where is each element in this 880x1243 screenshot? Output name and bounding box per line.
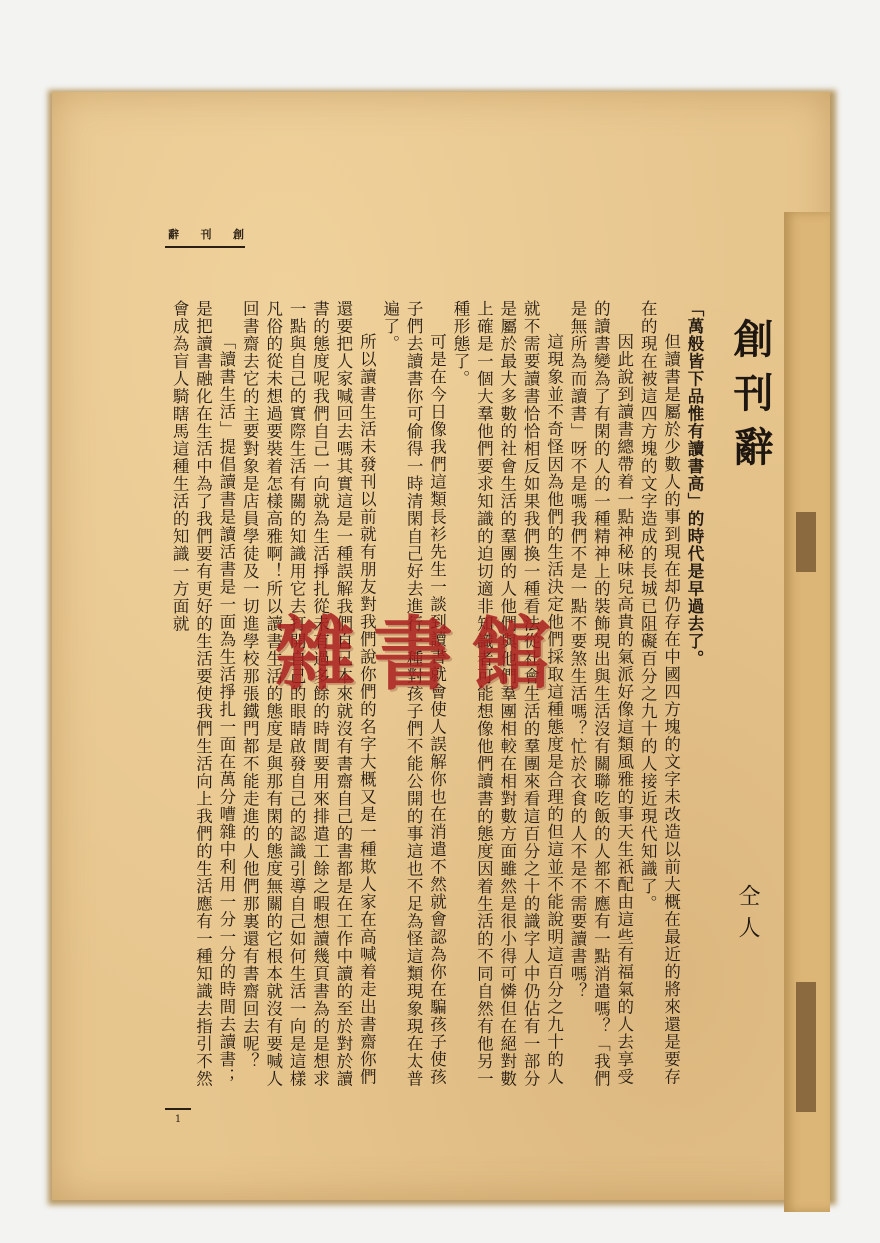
binding-stain bbox=[796, 512, 816, 572]
running-head-char: 創 bbox=[233, 228, 244, 241]
body-paragraph: 因此說到讀書總帶着一點神秘味兒高貴的氣派好像這類風雅的事天生祇配由這些有福氣的人去享受的讀書變為了有閑的人的一種精神上的裝飾現出與生活沒有關聯吃飯的人都不應有一點消遣嗎？「我們是無所為而讀書」呀不是嗎我們不是一點不要煞生活嗎？忙於衣食的人不是不需要讀書嗎？ bbox=[567, 300, 634, 1088]
article-title: 創刊辭 bbox=[727, 318, 774, 480]
running-head bbox=[168, 226, 244, 242]
running-head-rule bbox=[165, 246, 245, 248]
library-watermark: 雜書館 bbox=[275, 607, 569, 701]
binding-stain bbox=[796, 982, 816, 1112]
body-paragraph: 這現象並不奇怪因為他們的生活決定他們採取這種態度是合理的但這並不能說明這百分之九十的人就不需要讀書恰恰相反如果我們換一種看法從社會生活的羣團來看這百分之十的識字人中仍佔有一部分是屬於最大多數的社會生活的羣團的人他們與他們羣團相較在相對數方面雖然是很小得可憐但在絕對數上確是一個大羣他們要求知識的迫切適非知識者可能想像他們讀書的態度因着生活的不同自然有他另一種形態了。 bbox=[450, 300, 564, 1088]
running-head-char: 辭 bbox=[168, 228, 179, 241]
page-number: 1 bbox=[165, 1108, 191, 1125]
body-paragraph: 可是在今日像我們這類長衫先生一談到讀書就會使人誤解你也在消遣不然就會認為你在騙孩子使孩子們去讀書你可偷得一時清閑自己好去進行一種對孩子們不能公開的事這也不足為怪這類現象現在太普遍了。 bbox=[380, 300, 447, 1088]
running-head-char: 刊 bbox=[200, 228, 212, 241]
body-paragraph: 「萬般皆下品惟有讀書高」的時代是早過去了。 bbox=[685, 300, 704, 668]
page-edge bbox=[784, 212, 830, 1212]
body-paragraph: 所以讀書生活未發刊以前就有朋友對我們說你們的名字大概又是一種欺人家在高喊着走出書齋你們還要把人家喊回去嗎其實這是一種誤解我們自己本來就沒有書齋自己的書都是在工作中讀的至於對於讀書的態度呢我們自己一向就為生活掙扎從未有過多餘的時間要用來排遣工餘之暇想讀幾頁書為的是想求一點與自己的實際生活有關的知識用它去打開自己的眼睛啟發自己的認識引導自己如何生活一向是這樣凡俗的從未想過要裝着怎樣高雅啊！所以讀書生活的態度是與那有閑的態度無關的它根本就沒有要喊人回書齋去它的主要對象是店員學徒及一切進學校那張鐵門都不能走進的人他們那裏還有書齋回去呢？ bbox=[240, 300, 377, 1088]
body-paragraph: 「讀書生活」提倡讀書是讀活書是一面為生活掙扎一面在萬分嘈雜中利用一分一分的時間去讀書；是把讀書融化在生活中為了我們要有更好的生活要使我們生活向上我們的生活應有一種知識去指引不然會成為盲人騎瞎馬這種生活的知識一方面就 bbox=[170, 300, 236, 1088]
article-author: 仝人 bbox=[735, 884, 760, 948]
body-paragraph: 但讀書是屬於少數人的事到現在却仍存在中國四方塊的文字未改造以前大概在最近的將來還是要存在的現在被這四方塊的文字造成的長城已阻礙百分之九十的人接近現代知識了。 bbox=[638, 300, 681, 1086]
